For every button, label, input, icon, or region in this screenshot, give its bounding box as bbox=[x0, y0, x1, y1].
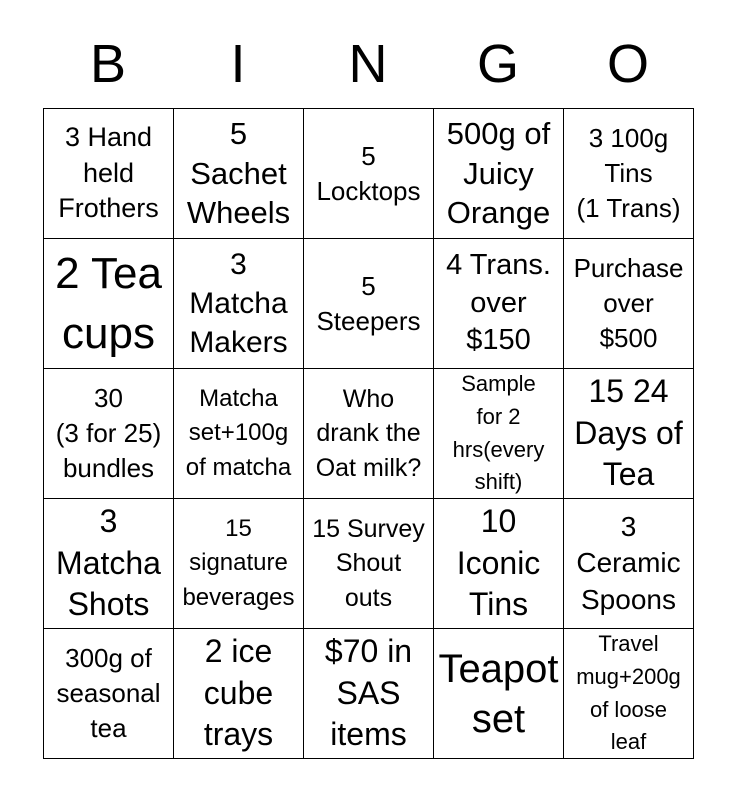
bingo-cell[interactable] bbox=[434, 109, 564, 239]
bingo-cell[interactable] bbox=[434, 499, 564, 629]
bingo-cell[interactable] bbox=[174, 499, 304, 629]
bingo-cell-label: 3 100g Tins (1 Trans) bbox=[576, 123, 681, 223]
bingo-cell[interactable] bbox=[304, 499, 434, 629]
bingo-cell-label: 5 Locktops bbox=[316, 140, 421, 206]
header-letter-g: G bbox=[476, 34, 519, 94]
bingo-cell[interactable] bbox=[304, 239, 434, 369]
header-letter-n: N bbox=[348, 34, 388, 94]
bingo-cell-label: 4 Trans. over $150 bbox=[446, 248, 551, 357]
bingo-cell-label: 3 Matcha Makers bbox=[189, 248, 288, 359]
bingo-cell-label: 3 Matcha Shots bbox=[56, 503, 161, 623]
bingo-cell[interactable] bbox=[304, 369, 434, 499]
bingo-cell-label: 2 ice cube trays bbox=[203, 633, 274, 753]
bingo-cell[interactable] bbox=[304, 629, 434, 759]
bingo-cell[interactable] bbox=[434, 629, 564, 759]
bingo-cell[interactable] bbox=[434, 369, 564, 499]
bingo-cell-label: 3 Ceramic Spoons bbox=[576, 510, 681, 615]
bingo-cell-label: Travel mug+200g of loose leaf bbox=[576, 631, 681, 755]
bingo-cell[interactable] bbox=[174, 239, 304, 369]
bingo-cell[interactable] bbox=[174, 629, 304, 759]
header-letter-i: I bbox=[230, 34, 246, 94]
bingo-cell[interactable] bbox=[44, 239, 174, 369]
bingo-cell[interactable] bbox=[44, 109, 174, 239]
header-letter-b: B bbox=[89, 34, 127, 94]
bingo-cell[interactable] bbox=[434, 239, 564, 369]
bingo-cell-label: 10 Iconic Tins bbox=[456, 503, 541, 623]
bingo-cell-label: $70 in SAS items bbox=[324, 633, 413, 753]
bingo-cell[interactable] bbox=[44, 629, 174, 759]
bingo-cell[interactable] bbox=[44, 499, 174, 629]
bingo-cell-label: 2 Tea cups bbox=[55, 248, 162, 358]
bingo-cell-label: Matcha set+100g of matcha bbox=[185, 385, 292, 481]
bingo-cell-label: Sample for 2 hrs(every shift) bbox=[452, 371, 545, 495]
bingo-cell-label: 30 (3 for 25) bundles bbox=[55, 383, 162, 483]
bingo-cell-label: 15 signature beverages bbox=[182, 515, 295, 611]
header-letter-o: O bbox=[606, 34, 649, 94]
bingo-cell[interactable] bbox=[564, 499, 694, 629]
bingo-cell-label: Teapot set bbox=[438, 646, 559, 741]
bingo-header bbox=[43, 0, 693, 108]
bingo-cell[interactable] bbox=[564, 369, 694, 499]
bingo-cell-label: 15 24 Days of Tea bbox=[574, 373, 683, 493]
bingo-cell-label: 5 Steepers bbox=[316, 270, 421, 336]
bingo-cell-label: 500g of Juicy Orange bbox=[446, 115, 551, 231]
bingo-cell[interactable] bbox=[174, 369, 304, 499]
bingo-cell[interactable] bbox=[564, 629, 694, 759]
bingo-cell[interactable] bbox=[564, 109, 694, 239]
bingo-cell[interactable] bbox=[174, 109, 304, 239]
bingo-cell[interactable] bbox=[304, 109, 434, 239]
bingo-cell-label: 15 Survey Shout outs bbox=[312, 514, 425, 612]
bingo-cell[interactable] bbox=[564, 239, 694, 369]
bingo-cell-label: 5 Sachet Wheels bbox=[186, 115, 291, 231]
bingo-cell[interactable] bbox=[44, 369, 174, 499]
bingo-cell-label: 300g of seasonal tea bbox=[56, 643, 161, 743]
bingo-cell-label: Purchase over $500 bbox=[573, 253, 684, 353]
bingo-board bbox=[43, 108, 694, 759]
bingo-cell-label: 3 Hand held Frothers bbox=[58, 122, 159, 224]
bingo-cell-label: Who drank the Oat milk? bbox=[315, 384, 422, 482]
